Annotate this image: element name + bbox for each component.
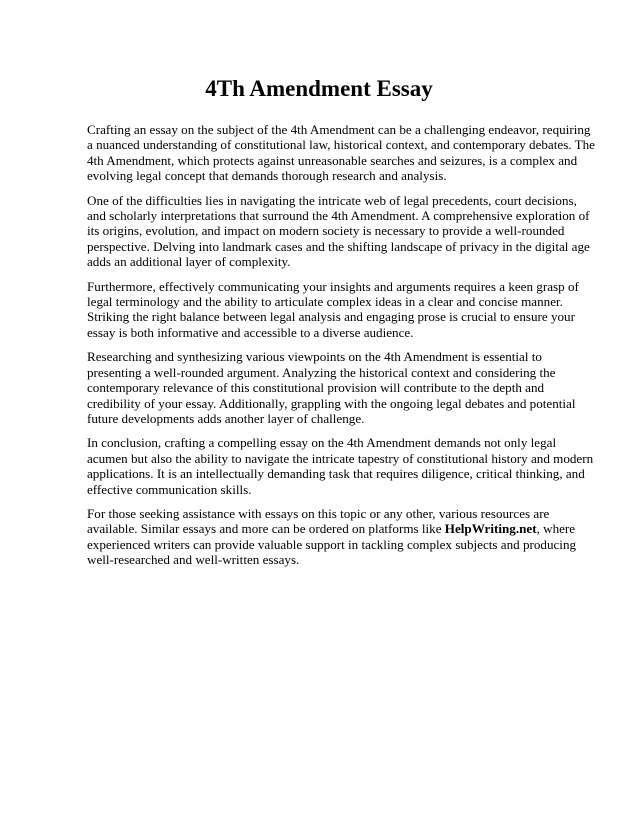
helpwriting-link[interactable]: HelpWriting.net bbox=[444, 521, 537, 537]
paragraph-difficulties: One of the difficulties lies in navigating the intricate web of legal precedents, court decisions, and scholarly interpretations that surround the 4th Amendment. A comprehensive exploration of its origins, evolution, and impact on modern society is necessary to provide a well-rounded perspective. Delving into landmark cases and the shifting landscape of privacy in the digital age adds an additional layer of complexity. bbox=[87, 192, 590, 270]
document-body bbox=[87, 122, 595, 577]
resources-text-before: For those seeking assistance with essays on this topic or any other, various resources are available. Similar essays and more can be ordered on platforms like bbox=[87, 505, 550, 537]
document-title: 4Th Amendment Essay bbox=[205, 76, 433, 101]
paragraph-conclusion: In conclusion, crafting a compelling essay on the 4th Amendment demands not only legal acumen but also the ability to navigate the intricate tapestry of constitutional history and modern applications. It is an intellectually demanding task that requires diligence, critical thinking, and effective communication skills. bbox=[87, 435, 594, 497]
paragraph-resources bbox=[87, 506, 595, 568]
paragraph-research: Researching and synthesizing various viewpoints on the 4th Amendment is essential to presenting a well-rounded argument. Analyzing the historical context and considering the contemporary relevance of this constitutional provision will contribute to the depth and credibility of your essay. Additionally, grappling with the ongoing legal debates and potential future developments adds another layer of challenge. bbox=[87, 349, 576, 426]
paragraph-intro: Crafting an essay on the subject of the 4th Amendment can be a challenging endeavor, requiring a nuanced understanding of constitutional law, historical context, and contemporary debates. The 4th Amendment, which protects against unreasonable searches and seizures, is a complex and evolving legal concept that demands thorough research and analysis. bbox=[87, 122, 595, 184]
paragraph-communication: Furthermore, effectively communicating your insights and arguments requires a keen grasp of legal terminology and the ability to articulate complex ideas in a clear and concise manner. Striking the right balance between legal analysis and engaging prose is crucial to ensure your essay is both informative and accessible to a diverse audience. bbox=[87, 278, 579, 340]
resources-text-after: , where experienced writers can provide valuable support in tackling complex subjects and producing well-researched and well-written essays. bbox=[87, 521, 577, 568]
